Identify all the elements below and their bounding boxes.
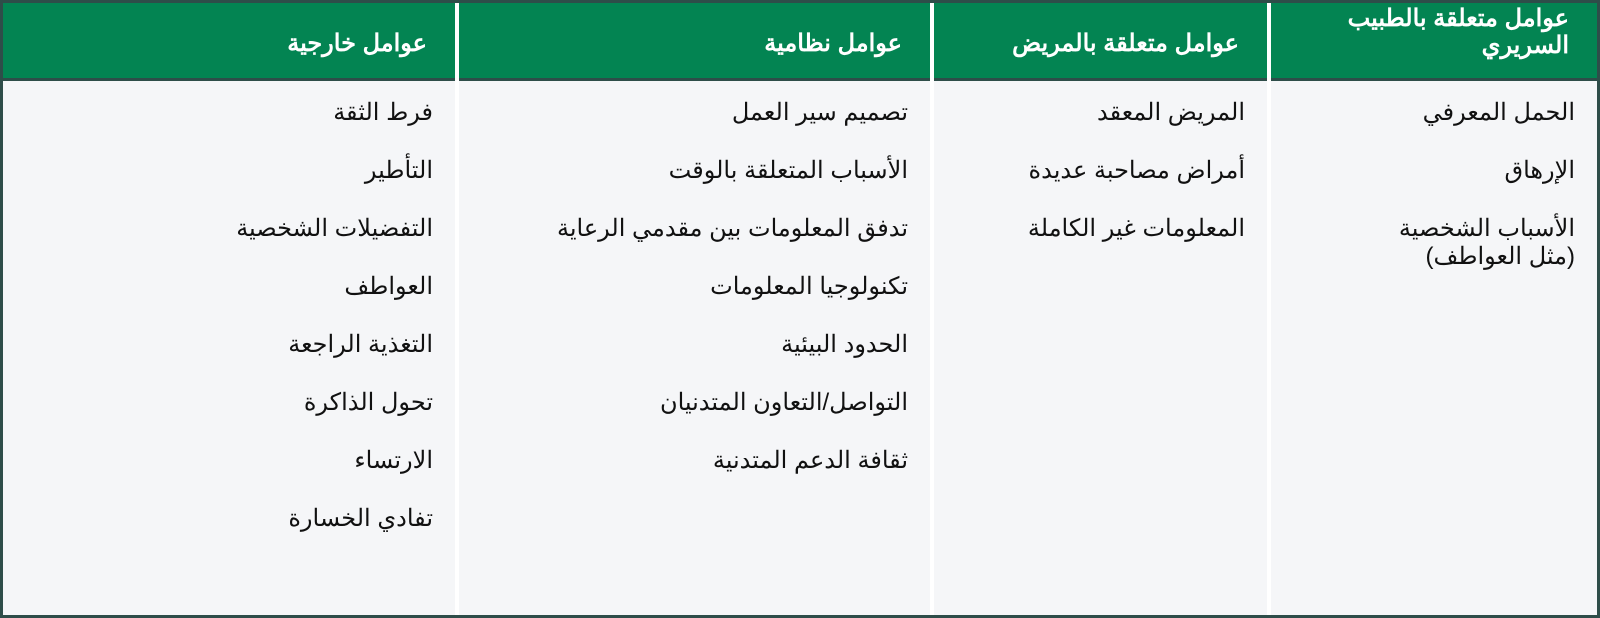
list-item: تفادي الخسارة (288, 505, 433, 532)
column-system-factors (455, 3, 930, 615)
column-clinician-factors (1267, 3, 1597, 615)
column-body (459, 81, 930, 615)
column-header: عوامل متعلقة بالطبيب السريري (1271, 3, 1597, 78)
list-item: تكنولوجيا المعلومات (710, 273, 908, 300)
list-item: الحمل المعرفي (1422, 99, 1575, 126)
list-item: التأطير (364, 157, 433, 184)
list-item: العواطف (344, 273, 433, 300)
list-item: الإرهاق (1504, 157, 1575, 184)
list-item: فرط الثقة (333, 99, 433, 126)
list-item: الارتساء (354, 447, 433, 474)
column-header: عوامل خارجية (3, 3, 455, 78)
column-body (934, 81, 1267, 615)
list-item: المعلومات غير الكاملة (1027, 215, 1245, 242)
list-item: ثقافة الدعم المتدنية (712, 447, 908, 474)
list-item: الأسباب الشخصية (مثل العواطف) (1398, 215, 1575, 270)
list-item: تدفق المعلومات بين مقدمي الرعاية (556, 215, 908, 242)
column-patient-factors (930, 3, 1267, 615)
list-item: المريض المعقد (1096, 99, 1245, 126)
column-body (3, 81, 455, 615)
list-item: التغذية الراجعة (288, 331, 433, 358)
list-item: تصميم سير العمل (731, 99, 908, 126)
column-header: عوامل نظامية (459, 3, 930, 78)
list-item: تحول الذاكرة (303, 389, 433, 416)
list-item: التواصل/التعاون المتدنيان (659, 389, 908, 416)
list-item: التفضيلات الشخصية (236, 215, 433, 242)
column-header: عوامل متعلقة بالمريض (934, 3, 1267, 78)
list-item: أمراض مصاحبة عديدة (1028, 157, 1245, 184)
column-external-factors (3, 3, 455, 615)
column-body (1271, 81, 1597, 615)
list-item: الأسباب المتعلقة بالوقت (668, 157, 908, 184)
list-item: الحدود البيئية (781, 331, 908, 358)
table-grid (3, 3, 1597, 615)
